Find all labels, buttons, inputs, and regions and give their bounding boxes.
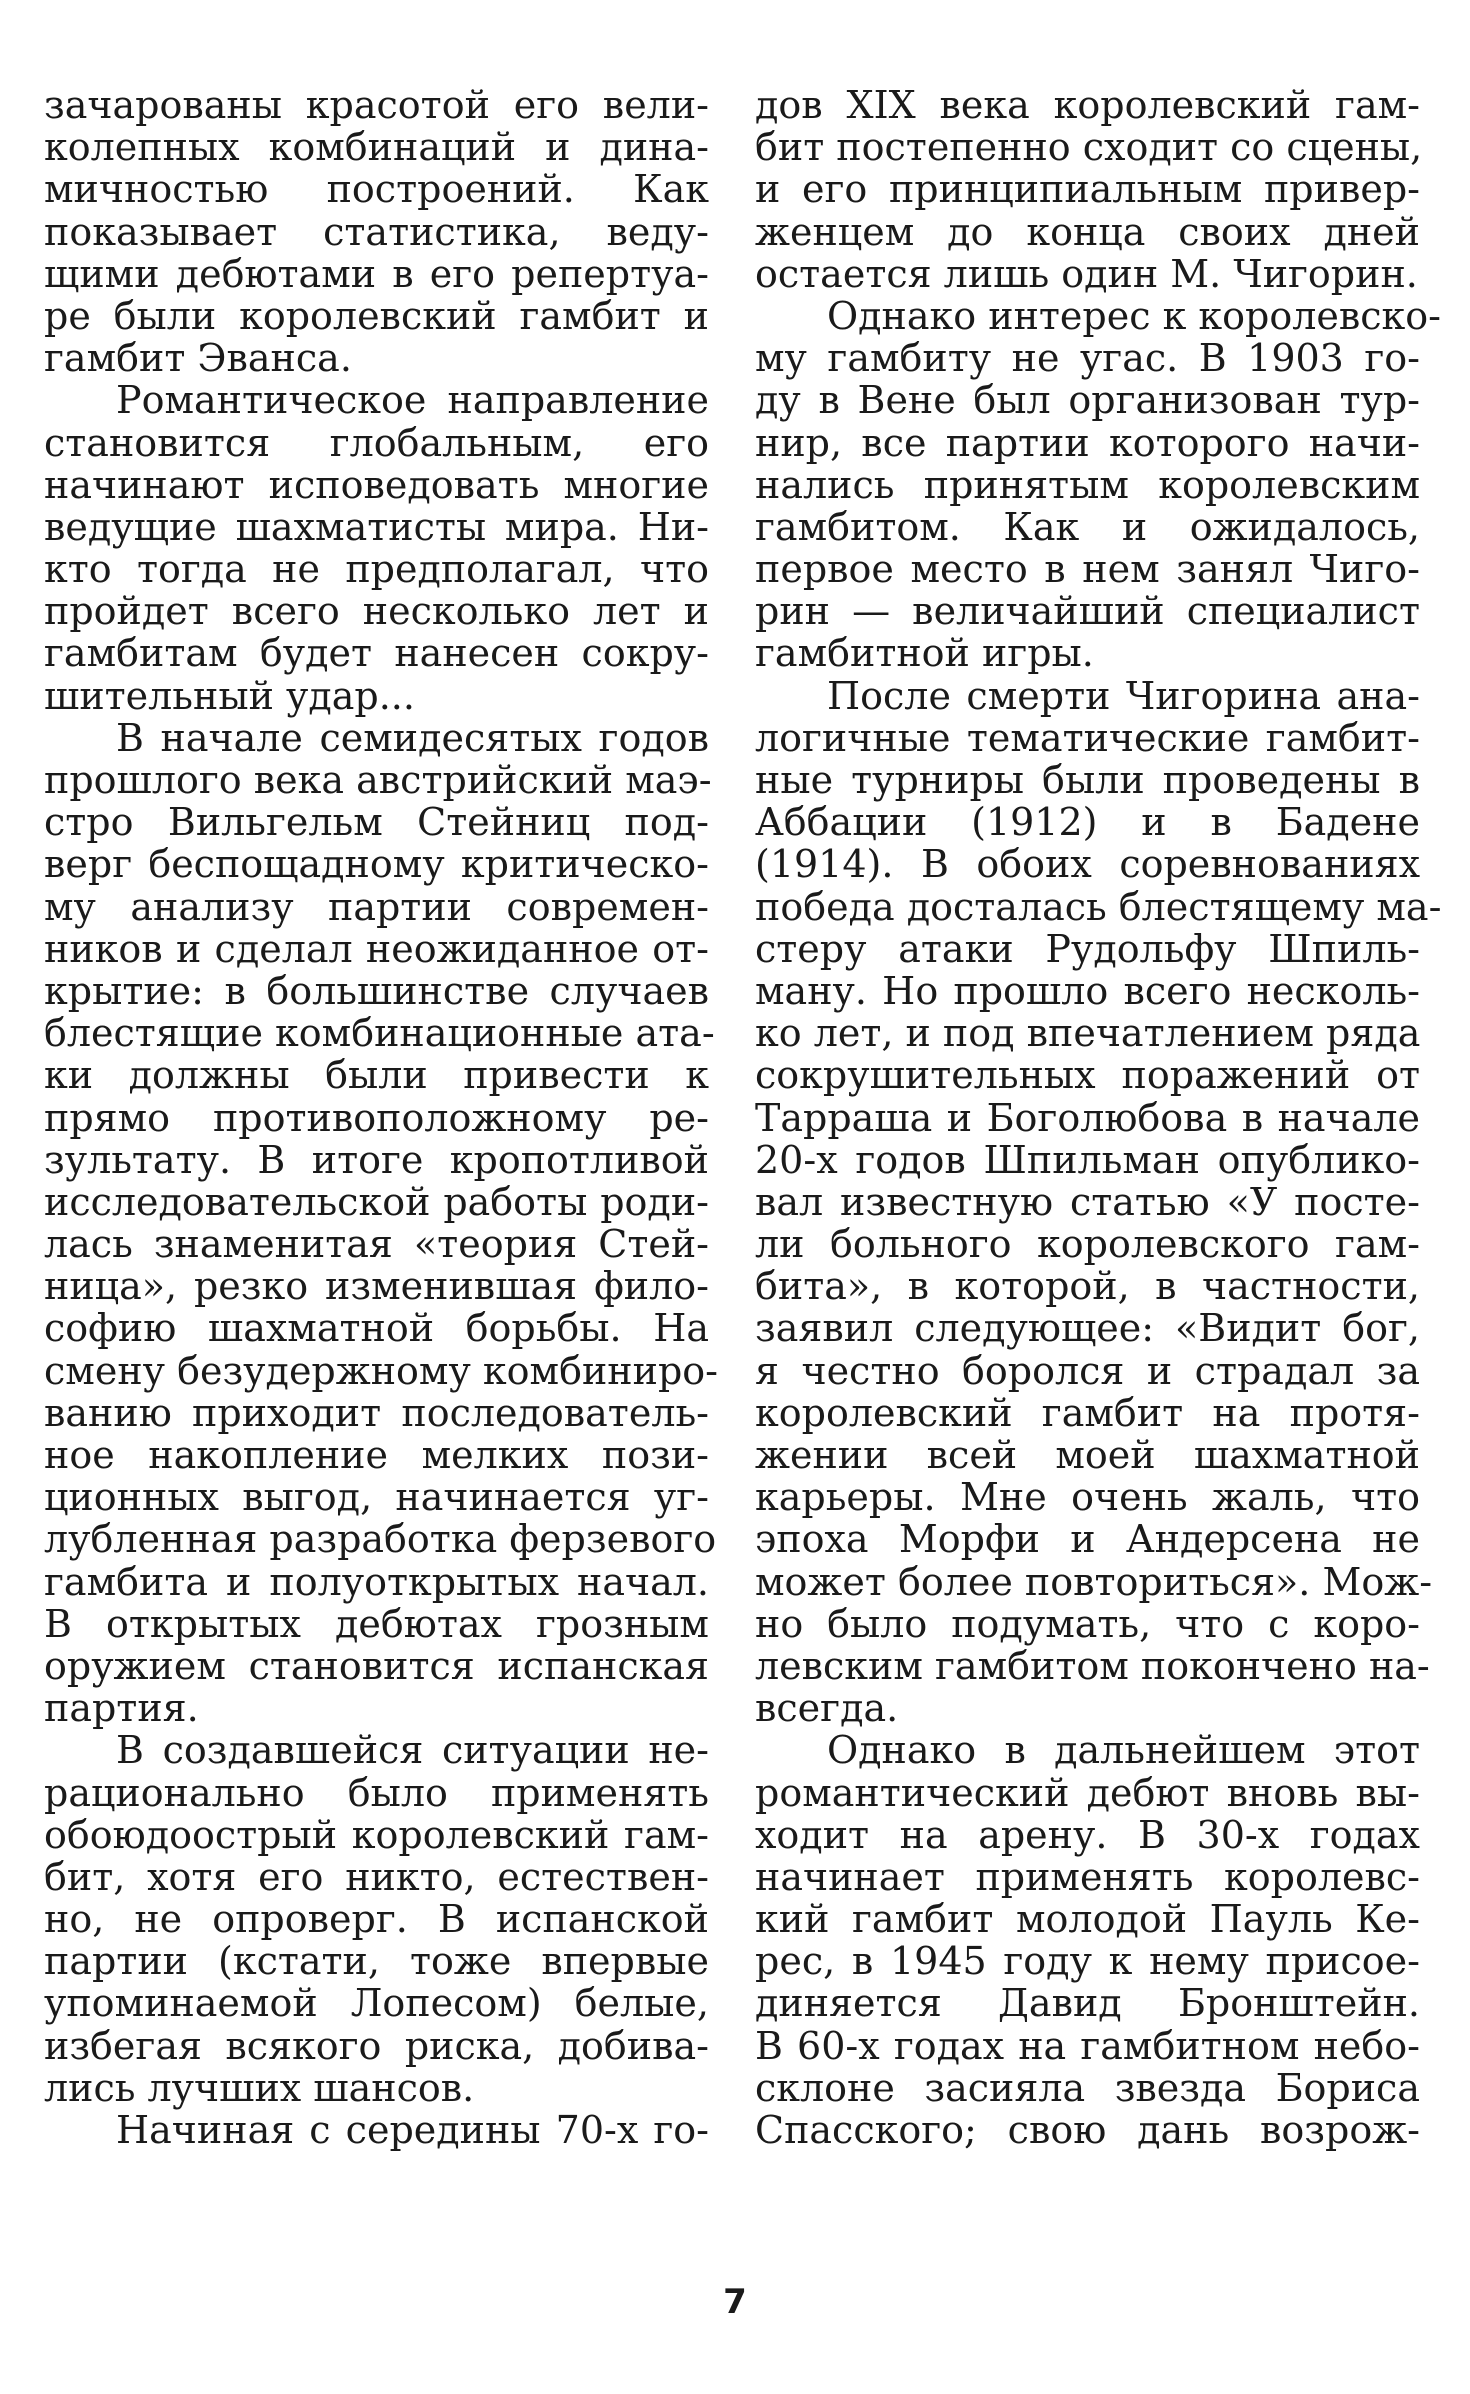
text-line: ные турниры были проведены в (755, 758, 1420, 802)
text-line: Аббации (1912) и в Бадене (755, 800, 1420, 845)
text-line: кий гамбит молодой Пауль Ке- (755, 1897, 1420, 1942)
text-line: В 60-х годах на гамбитном небо- (755, 2023, 1420, 2068)
text-line: обоюдоострый королевский гам- (44, 1812, 709, 1857)
text-line: Тарраша и Боголюбова в начале (755, 1095, 1420, 1140)
text-line: бит постепенно сходит со сцены, (755, 125, 1423, 170)
text-line: В создавшейся ситуации не- (116, 1728, 709, 1773)
text-line: левским гамбитом покончено на- (755, 1643, 1430, 1688)
text-line: пройдет всего несколько лет и (44, 589, 709, 634)
text-line: бита», в которой, в частности, (755, 1264, 1420, 1309)
text-line: прямо противоположному ре- (44, 1095, 709, 1140)
text-line: оружием становится испанская (44, 1643, 709, 1688)
text-line: заявил следующее: «Видит бог, (755, 1306, 1420, 1351)
page-number: 7 (723, 2282, 747, 2322)
text-line: В начале семидесятых годов (116, 715, 709, 760)
text-line: вал известную статью «У посте- (755, 1179, 1420, 1224)
text-line: ционных выгод, начинается уг- (44, 1475, 709, 1520)
text-line: нались принятым королевским (755, 462, 1420, 507)
text-line: В открытых дебютах грозным (44, 1601, 709, 1646)
text-line: упоминаемой Лопесом) белые, (44, 1981, 709, 2026)
text-line: мичностью построений. Как (44, 167, 709, 212)
text-line: стеру атаки Рудольфу Шпиль- (755, 926, 1420, 971)
text-line: исследовательской работы роди- (44, 1179, 709, 1224)
text-line: ду в Вене был организован тур- (755, 378, 1420, 423)
text-line: становится глобальным, его (44, 420, 709, 465)
text-line: ману. Но прошло всего несколь- (755, 968, 1420, 1013)
text-line: рационально было применять (44, 1770, 709, 1815)
text-line: ли больного королевского гам- (755, 1222, 1420, 1267)
left-column (44, 83, 718, 2152)
text-line: шительный удар... (44, 673, 415, 718)
text-line: романтический дебют вновь вы- (755, 1770, 1420, 1815)
text-line: блестящие комбинационные ата- (44, 1011, 715, 1056)
text-line: ведущие шахматисты мира. Ни- (44, 504, 709, 549)
text-line: прошлого века австрийский маэ- (44, 758, 712, 802)
text-line: рес, в 1945 году к нему присое- (755, 1939, 1420, 1984)
text-line: но было подумать, что с коро- (755, 1601, 1420, 1646)
text-line: стро Вильгельм Стейниц под- (44, 800, 709, 845)
text-line: Начиная с середины 70-х го- (116, 2108, 709, 2152)
text-line: и его принципиальным привер- (755, 167, 1420, 212)
text-line: софию шахматной борьбы. На (44, 1306, 709, 1351)
text-line: начинают исповедовать многие (44, 462, 709, 507)
text-line: логичные тематические гамбит- (755, 715, 1420, 760)
text-line: лись лучших шансов. (44, 2065, 475, 2110)
text-line: может более повториться». Мож- (755, 1559, 1433, 1604)
text-line: 20-х годов Шпильман опублико- (755, 1137, 1420, 1182)
text-line: партия. (44, 1686, 199, 1731)
text-line: гамбита и полуоткрытых начал. (44, 1559, 709, 1604)
text-line: остается лишь один М. Чигорин. (755, 251, 1418, 296)
text-line: ников и сделал неожиданное от- (44, 926, 709, 971)
text-line: Спасского; свою дань возрож- (755, 2108, 1420, 2152)
text-line: гамбит Эванса. (44, 336, 352, 381)
text-line: королевский гамбит на протя- (755, 1390, 1420, 1435)
text-line: зультату. В итоге кропотливой (44, 1137, 709, 1182)
text-line: гамбитом. Как и ожидалось, (755, 504, 1420, 549)
text-line: диняется Давид Бронштейн. (755, 1981, 1420, 2026)
right-column (755, 83, 1442, 2152)
text-line: му анализу партии современ- (44, 884, 709, 929)
text-line: смену безудержному комбиниро- (44, 1348, 718, 1393)
text-line: но, не опроверг. В испанской (44, 1897, 709, 1942)
text-line: Романтическое направление (116, 378, 709, 423)
text-line: колепных комбинаций и дина- (44, 125, 709, 170)
text-line: ре были королевский гамбит и (44, 293, 709, 338)
text-line: избегая всякого риска, добива- (44, 2023, 709, 2068)
text-line: эпоха Морфи и Андерсена не (755, 1517, 1420, 1562)
text-line: зачарованы красотой его вели- (44, 83, 709, 127)
text-line: (1914). В обоих соревнованиях (755, 842, 1420, 887)
text-line: карьеры. Мне очень жаль, что (755, 1475, 1420, 1520)
text-line: всегда. (755, 1686, 899, 1731)
text-line: партии (кстати, тоже впервые (44, 1939, 709, 1984)
text-line: рин — величайший специалист (755, 589, 1420, 634)
text-line: склоне засияла звезда Бориса (755, 2065, 1420, 2110)
text-line: дов XIX века королевский гам- (755, 83, 1420, 127)
text-line: начинает применять королевс- (755, 1854, 1420, 1899)
text-line: победа досталась блестящему ма- (755, 884, 1442, 929)
text-line: После смерти Чигорина ана- (827, 673, 1420, 718)
text-line: показывает статистика, веду- (44, 209, 709, 254)
text-line: сокрушительных поражений от (755, 1053, 1420, 1098)
text-line: му гамбиту не угас. В 1903 го- (755, 336, 1420, 381)
text-line: верг беспощадному критическо- (44, 842, 709, 887)
text-line: я честно боролся и страдал за (755, 1348, 1420, 1393)
text-line: женцем до конца своих дней (755, 209, 1420, 254)
text-line: ница», резко изменившая фило- (44, 1264, 709, 1309)
text-line: Однако в дальнейшем этот (827, 1728, 1420, 1773)
text-line: крытие: в большинстве случаев (44, 968, 709, 1013)
text-line: ное накопление мелких пози- (44, 1433, 709, 1477)
text-line: ходит на арену. В 30-х годах (755, 1812, 1420, 1857)
text-line: ко лет, и под впечатлением ряда (755, 1011, 1421, 1056)
text-line: кто тогда не предполагал, что (44, 547, 709, 592)
text-line: лась знаменитая «теория Стей- (44, 1222, 709, 1267)
text-line: гамбитной игры. (755, 631, 1094, 676)
text-line: первое место в нем занял Чиго- (755, 547, 1420, 592)
text-line: жении всей моей шахматной (755, 1433, 1420, 1477)
text-line: Однако интерес к королевско- (827, 293, 1442, 338)
text-line: ки должны были привести к (44, 1053, 709, 1098)
text-line: нир, все партии которого начи- (755, 420, 1420, 465)
text-line: гамбитам будет нанесен сокру- (44, 631, 709, 676)
text-line: щими дебютами в его репертуа- (44, 251, 709, 296)
text-line: бит, хотя его никто, естествен- (44, 1854, 709, 1899)
text-line: лубленная разработка ферзевого (44, 1517, 717, 1562)
text-line: ванию приходит последователь- (44, 1390, 709, 1435)
